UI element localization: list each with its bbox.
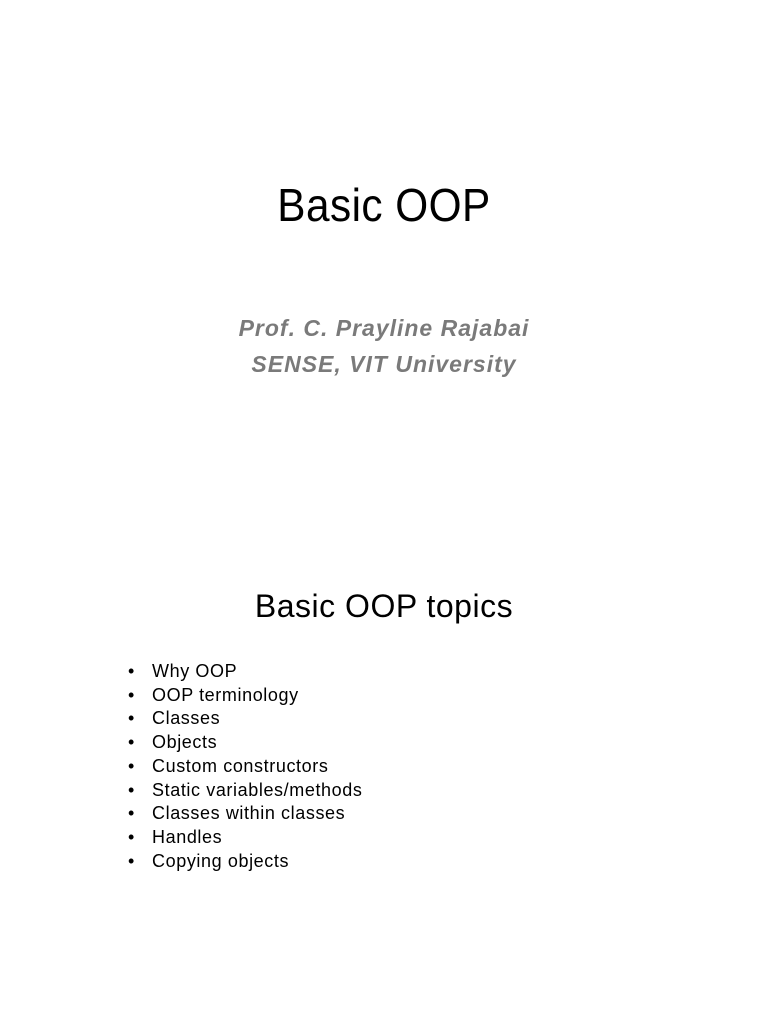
list-item — [126, 826, 363, 850]
list-item — [126, 850, 363, 874]
author-block — [0, 310, 768, 382]
bullet-icon: • — [128, 826, 135, 847]
bullet-icon: • — [128, 755, 135, 776]
topic-label: Handles — [152, 826, 223, 847]
topic-list — [126, 660, 363, 873]
topic-label: Static variables/methods — [152, 779, 363, 800]
author-affiliation: SENSE, VIT University — [251, 351, 517, 377]
topic-label: Why OOP — [152, 661, 238, 681]
bullet-icon: • — [128, 850, 135, 871]
list-item — [126, 684, 363, 708]
bullet-icon: • — [128, 708, 135, 729]
bullet-icon: • — [128, 661, 135, 681]
topics-slide — [0, 512, 768, 1024]
list-item — [126, 802, 363, 826]
topic-label: Copying objects — [152, 850, 290, 871]
slide-title: Basic OOP — [277, 179, 491, 231]
topic-label: Classes within classes — [152, 803, 346, 824]
bullet-icon: • — [128, 684, 135, 705]
topic-label: Objects — [152, 732, 218, 753]
author-name: Prof. C. Prayline Rajabai — [238, 315, 530, 341]
list-item — [126, 660, 363, 684]
bullet-icon: • — [128, 803, 135, 824]
topic-label: Custom constructors — [152, 755, 329, 776]
bullet-icon: • — [128, 732, 135, 753]
list-item — [126, 731, 363, 755]
list-item — [126, 707, 363, 731]
topics-title: Basic OOP topics — [254, 588, 514, 624]
list-item — [126, 779, 363, 803]
list-item — [126, 755, 363, 779]
bullet-icon: • — [128, 779, 135, 800]
topic-label: OOP terminology — [152, 684, 299, 705]
topic-label: Classes — [152, 708, 221, 729]
